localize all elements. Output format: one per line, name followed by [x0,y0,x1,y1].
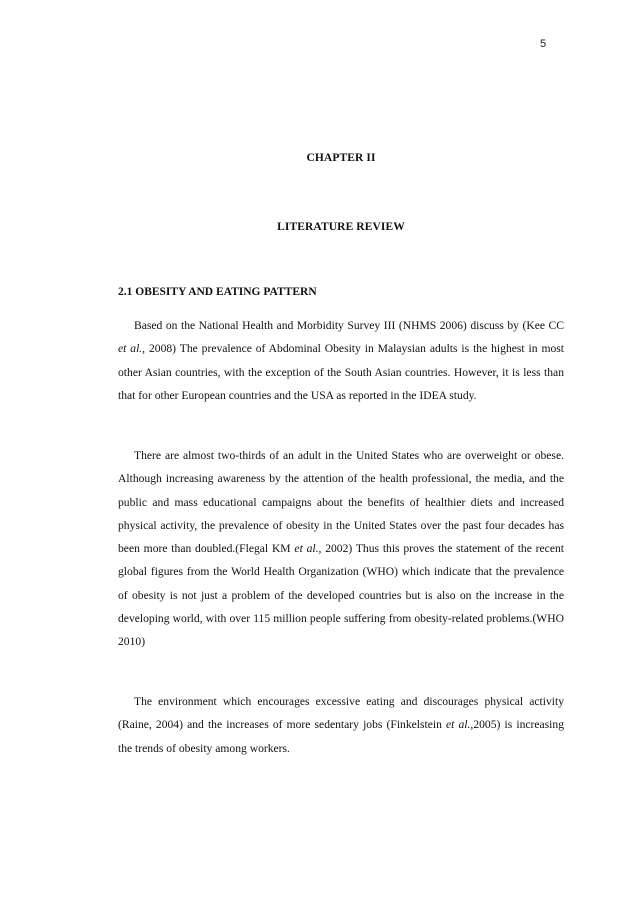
citation-italic: et al., [118,342,146,356]
section-title: 2.1 OBESITY AND EATING PATTERN [118,286,317,298]
page-number: 5 [540,38,547,50]
paragraph-text: 2002) Thus this proves the statement of the recent global figures from the World Health Organization (WHO) which indicate that the prevalence of obesity is not just a problem of the developed countries but is also on the increase in the developing world, with over 115 million people suffering from obesity-related problems.(WHO 2010) [118,542,564,649]
paragraph-text: Based on the National Health and Morbidity Survey III (NHMS 2006) discuss by (Kee CC [134,319,564,332]
paragraph-text: There are almost two-thirds of an adult in the United States who are overweight or obese. Although increasing awareness by the attention of the health professional, the media, and the public and mass educational campaigns about the benefits of healthier diets and increased physical activity, the prevalence of obesity in the United States over the past four decades has been more than doubled.(Flegal KM [118,449,564,556]
chapter-heading: CHAPTER II [306,152,376,164]
paragraph-text: The environment which encourages excessive eating and discourages physical activity (Raine, 2004) and the increases of more sedentary jobs (Finkelstein [118,695,564,732]
paragraph [118,444,564,654]
paragraph [118,314,564,407]
paragraph-text: 2005) is increasing the trends of obesity among workers. [118,718,564,755]
paragraph-text: 2008) The prevalence of Abdominal Obesity in Malaysian adults is the highest in most other Asian countries, with the exception of the South Asian countries. However, it is less than that for other European countries and the USA as reported in the IDEA study. [118,342,564,402]
citation-italic: et al., [446,718,474,732]
citation-italic: et al., [294,542,322,556]
paragraph [118,690,564,760]
chapter-title: LITERATURE REVIEW [277,221,405,233]
